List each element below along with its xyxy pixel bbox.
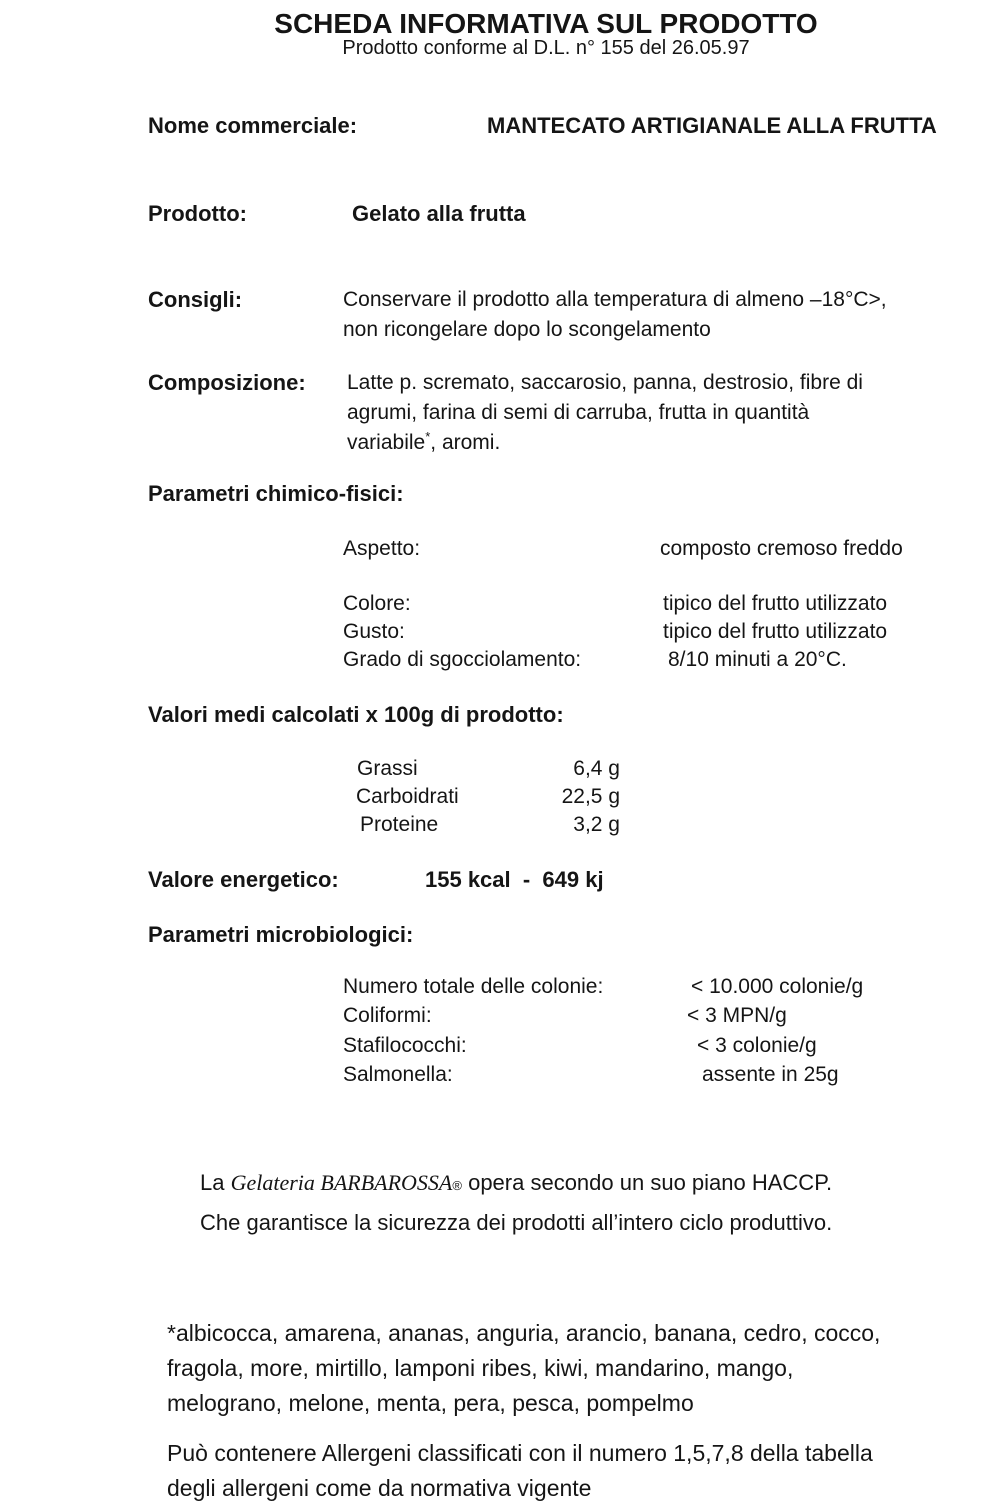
haccp-line1 (200, 1164, 832, 1204)
haccp-line1-pre: La (200, 1170, 231, 1195)
nome-commerciale-value: MANTECATO ARTIGIANALE ALLA FRUTTA (487, 113, 937, 138)
proteine-value: 3,2 g (573, 813, 620, 836)
consigli-text (343, 285, 887, 345)
colonie-value: < 10.000 colonie/g (691, 975, 864, 998)
nome-commerciale-label: Nome commerciale: (148, 113, 358, 138)
footnote-asterisk: * (425, 429, 431, 444)
sgocciolamento-value: 8/10 minuti a 20°C. (668, 648, 847, 671)
allergeni-line1: Può contenere Allergeni classificati con il numero 1,5,7,8 della tabella (167, 1440, 873, 1466)
proteine-label: Proteine (360, 813, 439, 836)
colore-value: tipico del frutto utilizzato (663, 592, 888, 615)
stafilococchi-value: < 3 colonie/g (697, 1034, 817, 1057)
allergeni-line2: degli allergeni come da normativa vigente (167, 1475, 592, 1501)
aspetto-value: composto cremoso freddo (660, 537, 903, 560)
microbiologici-heading: Parametri microbiologici: (148, 922, 414, 947)
fruits-line1: *albicocca, amarena, ananas, anguria, arancio, banana, cedro, cocco, (167, 1320, 881, 1346)
chimico-fisici-heading: Parametri chimico-fisici: (148, 481, 404, 506)
prodotto-label: Prodotto: (148, 201, 247, 226)
fruits-line2: fragola, more, mirtillo, lamponi ribes, kiwi, mandarino, mango, (167, 1355, 794, 1381)
consigli-label: Consigli: (148, 287, 243, 312)
composizione-line1: Latte p. scremato, saccarosio, panna, destrosio, fibre di (347, 371, 863, 394)
colore-label: Colore: (343, 592, 411, 615)
stafilococchi-label: Stafilococchi: (343, 1034, 467, 1057)
sgocciolamento-label: Grado di sgocciolamento: (343, 648, 582, 671)
colonie-label: Numero totale delle colonie: (343, 975, 604, 998)
prodotto-value: Gelato alla frutta (352, 201, 526, 226)
carboidrati-label: Carboidrati (356, 785, 459, 808)
haccp-statement (200, 1164, 832, 1241)
salmonella-value: assente in 25g (702, 1063, 839, 1086)
composizione-text (347, 368, 863, 458)
aspetto-label: Aspetto: (343, 537, 421, 560)
grassi-value: 6,4 g (573, 757, 620, 780)
valore-energetico-value: 155 kcal - 649 kj (425, 867, 604, 892)
grassi-label: Grassi (357, 757, 418, 780)
composizione-line3-post: , aromi. (430, 431, 501, 454)
page-subtitle: Prodotto conforme al D.L. n° 155 del 26.05.97 (342, 37, 750, 59)
valori-medi-heading: Valori medi calcolati x 100g di prodotto: (148, 702, 564, 727)
coliformi-value: < 3 MPN/g (687, 1004, 787, 1027)
coliformi-label: Coliformi: (343, 1004, 432, 1027)
gusto-label: Gusto: (343, 620, 405, 643)
haccp-line1-post: opera secondo un suo piano HACCP. (461, 1170, 833, 1195)
registered-mark: ® (452, 1178, 462, 1193)
composizione-line3 (347, 428, 863, 458)
composizione-label: Composizione: (148, 370, 306, 395)
gusto-value: tipico del frutto utilizzato (663, 620, 888, 643)
page-title: SCHEDA INFORMATIVA SUL PRODOTTO (274, 8, 818, 39)
fruits-line3: melograno, melone, menta, pera, pesca, pompelmo (167, 1390, 694, 1416)
composizione-line2: agrumi, farina di semi di carruba, frutta in quantità (347, 401, 810, 424)
consigli-line1: Conservare il prodotto alla temperatura di almeno –18°C>, (343, 288, 887, 311)
haccp-line2: Che garantisce la sicurezza dei prodotti all’intero ciclo produttivo. (200, 1210, 833, 1235)
brand-name: Gelateria BARBAROSSA (230, 1170, 453, 1195)
consigli-line2: non ricongelare dopo lo scongelamento (343, 318, 711, 341)
composizione-line3-pre: variabile (347, 431, 426, 454)
allergen-note (167, 1436, 873, 1501)
salmonella-label: Salmonella: (343, 1063, 453, 1086)
valore-energetico-label: Valore energetico: (148, 867, 339, 892)
fruit-footnote (167, 1316, 880, 1421)
carboidrati-value: 22,5 g (561, 785, 620, 808)
